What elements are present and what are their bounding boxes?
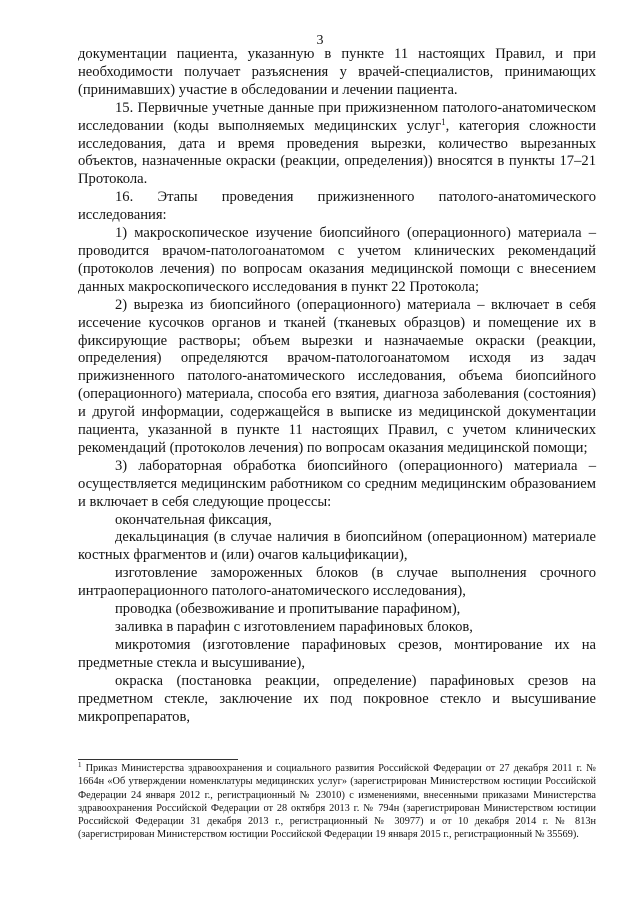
- footnote-text: Приказ Министерства здравоохранения и социального развития Российской Федерации от 27 декабря 2011 г. № 1664н «Об утверждении номенклатуры медицинских услуг» (зарегистрирован Министерством юстиции Российской Федерации 24 января 2012 г., регистрационный № 23010) с изменениями, внесенными приказами Министерства здравоохранения Российской Федерации от 28 октября 2013 г. № 794н (зарегистрирован Министерством юстиции Российской Федерации 31 декабря 2013 г., регистрационный № 30977) и от 10 декабря 2014 г. № 813н (зарегистрирован Министерством юстиции Российской Федерации 19 января 2015 г., регистрационный № 35569).: [78, 763, 596, 841]
- process-processing: проводка (обезвоживание и пропитывание парафином),: [115, 601, 461, 618]
- paragraph-15-text-after: , категория сложности исследования, дата и время проведения вырезки, количество вырезанных объектов, назначенные окраски (реакции, определения)) вносятся в пункты 17–21 Протокола.: [78, 117, 597, 188]
- footnote-reference: 1: [441, 116, 446, 127]
- list-item-3: 3) лабораторная обработка биопсийного (операционного) материала – осуществляется медицинским работником со средним медицинским образованием и включает в себя следующие процессы:: [78, 457, 596, 510]
- footnote-marker: 1: [78, 761, 82, 769]
- paragraph-continuation: документации пациента, указанную в пункте 11 настоящих Правил, и при необходимости получает разъяснения у врачей-специалистов, принимающих (принимавших) участие в обследовании и лечении пациента.: [78, 46, 596, 98]
- page-number: 3: [316, 33, 324, 48]
- document-body: [78, 46, 596, 726]
- process-microtomy: микротомия (изготовление парафиновых срезов, монтирование их на предметные стекла и высушивание),: [78, 636, 596, 671]
- process-frozen-blocks: изготовление замороженных блоков (в случае выполнения срочного интраоперационного патолого-анатомического исследования),: [78, 565, 596, 600]
- paragraph-15: [78, 100, 596, 190]
- process-fixation: окончательная фиксация,: [115, 511, 272, 528]
- process-staining: окраска (постановка реакции, определение) парафиновых срезов на предметном стекле, заключение их под покровное стекло и высушивание микропрепаратов,: [78, 672, 596, 725]
- process-embedding: заливка в парафин с изготовлением парафиновых блоков,: [115, 619, 473, 635]
- process-decalcination: декальцинация (в случае наличия в биопсийном (операционном) материале костных фрагментов и (или) очагов кальцификации),: [78, 529, 596, 564]
- paragraph-16: 16. Этапы проведения прижизненного патолого-анатомического исследования:: [78, 189, 596, 224]
- footnote-divider: [78, 759, 238, 760]
- list-item-2: 2) вырезка из биопсийного (операционного) материала – включает в себя иссечение кусочков органов и тканей (тканевых образцов) и помещение их в фиксирующие растворы; объем вырезки и назначаемые окраски (реакции, определения) определяются врачом-патологоанатомом исходя из задач прижизненного патолого-анатомического исследования, объема биопсийного (операционного) материала, способа его взятия, диагноза заболевания (состояния) и другой информации, содержащейся в выписке из медицинской документации пациента, указанной в пункте 11 настоящих Правил, с учетом клинических рекомендаций (протоколов лечения) по вопросам оказания медицинской помощи;: [78, 296, 596, 456]
- footnote: [78, 762, 596, 842]
- list-item-1: 1) макроскопическое изучение биопсийного (операционного) материала – проводится врачом-патологоанатомом с учетом клинических рекомендаций (протоколов лечения) по вопросам оказания медицинской помощи с внесением данных макроскопического исследования в пункт 22 Протокола;: [78, 225, 596, 295]
- paragraph-15-text: 15. Первичные учетные данные при прижизненном патолого-анатомическом исследовании (коды выполняемых медицинских услуг: [78, 99, 596, 134]
